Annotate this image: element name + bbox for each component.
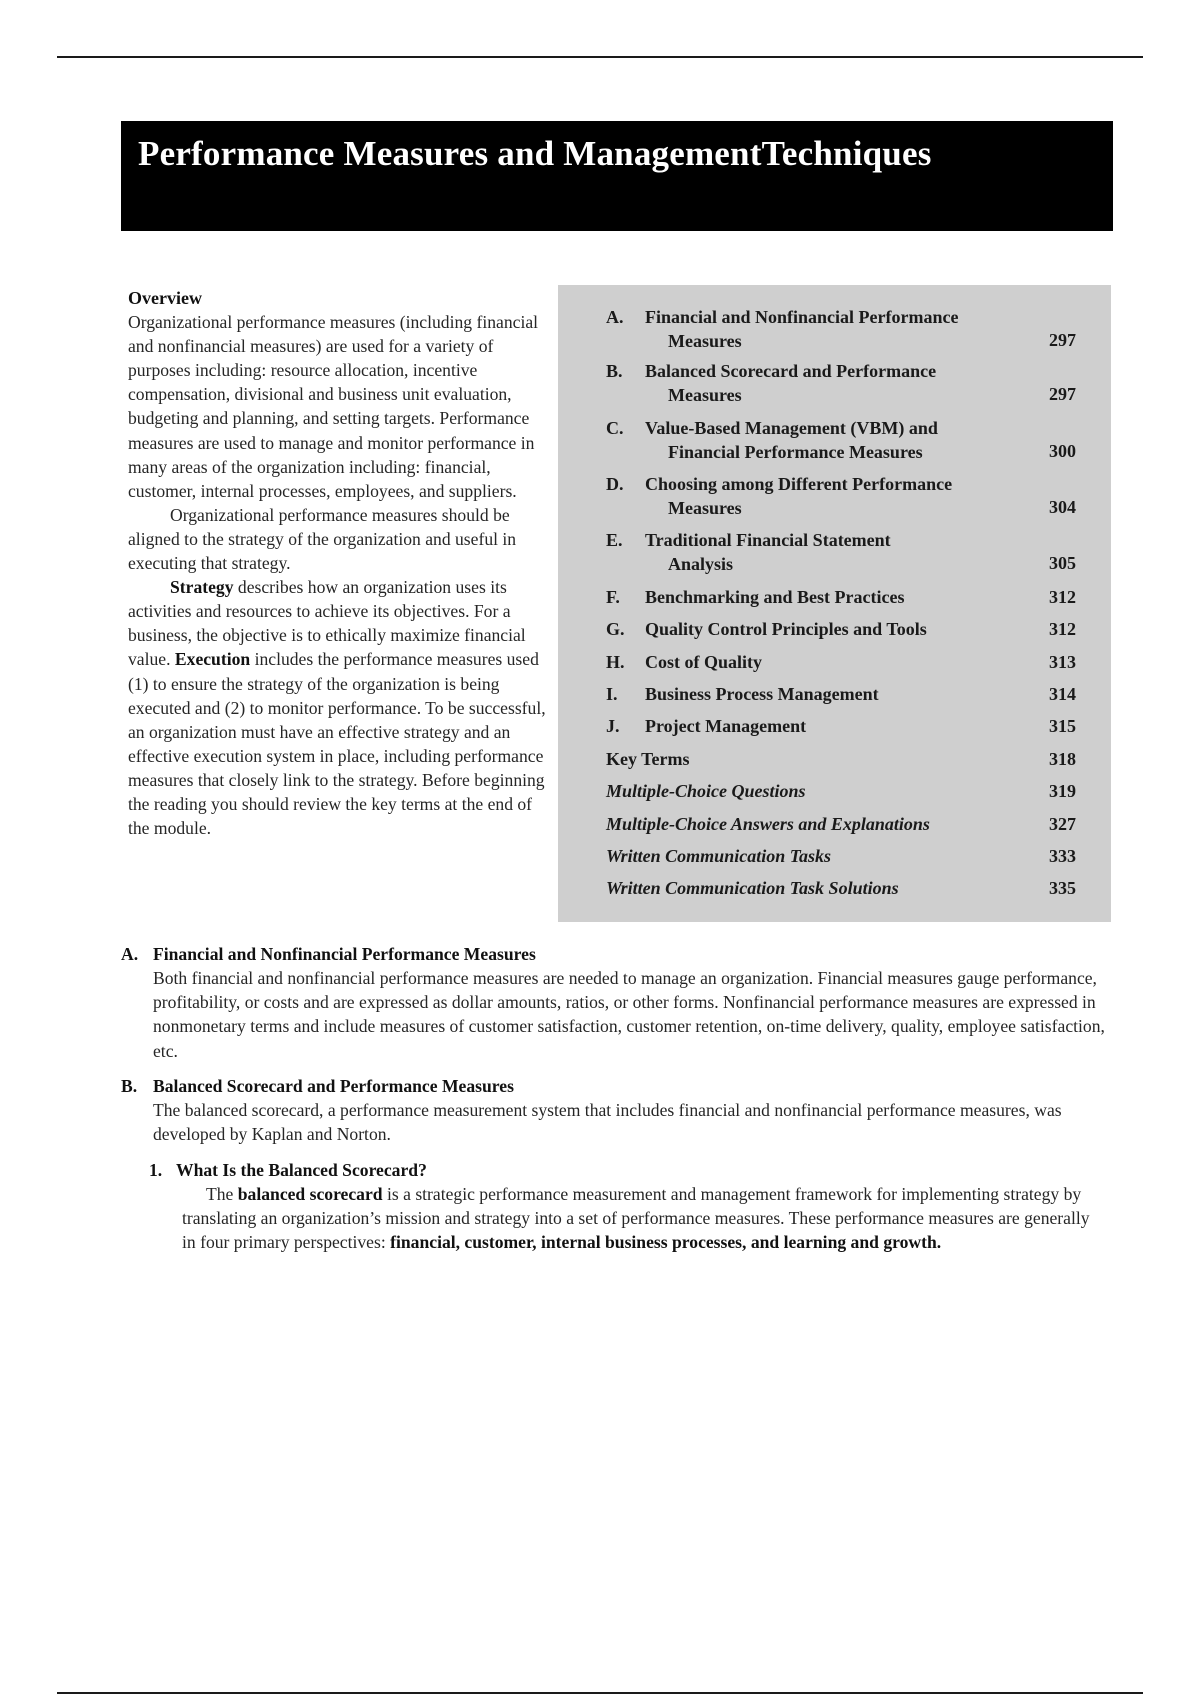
table-of-contents — [558, 285, 1111, 922]
section-body: The balanced scorecard, a performance measurement system that includes financial and nonfinancial performance measures, was developed by Kaplan and Norton. — [153, 1100, 1062, 1145]
toc-letter: J. — [606, 716, 620, 736]
overview-paragraph-1: Organizational performance measures (including financial and nonfinancial measures) are used for a variety of purposes including: resource allocation, incentive compensation, divisional and business unit evaluation, budgeting and planning, and setting targets. Performance measures are used to manage and monitor performance in many areas of the organization including: financial, customer, internal processes, employees, and suppliers. — [128, 312, 539, 501]
toc-letter: F. — [606, 587, 620, 607]
toc-label: Written Communication Task Solutions — [606, 878, 899, 898]
overview-column — [128, 286, 548, 840]
toc-label: Quality Control Principles and Tools — [645, 619, 927, 639]
toc-page: 304 — [1049, 497, 1076, 517]
toc-letter: E. — [606, 530, 623, 550]
toc-label: Written Communication Tasks — [606, 846, 832, 866]
overview-heading: Overview — [128, 288, 202, 308]
toc-page: 318 — [1049, 749, 1076, 769]
toc-page: 314 — [1049, 684, 1076, 704]
toc-letter: A. — [606, 307, 624, 327]
toc-label: Traditional Financial Statement Analysis — [645, 530, 891, 574]
toc-label: Financial and Nonfinancial Performance Measures — [645, 307, 959, 351]
section-body: Both financial and nonfinancial performance measures are needed to manage an organization. Financial measures gauge performance, profitability, or costs and are expressed as dollar amounts, ratios, or other forms. Nonfinancial performance measures are expressed in nonmonetary terms and include measures of customer satisfaction, customer retention, on-time delivery, quality, employee satisfaction, etc. — [153, 968, 1105, 1061]
toc-page: 315 — [1049, 716, 1076, 736]
execution-term: Execution — [174, 649, 251, 670]
overview-p3-text2: includes the performance measures used (1) to ensure the strategy of the organization is being executed and (2) to monitor performance. To be successful, an organization must have an effective strategy and an effective execution system in place, including performance measures that closely link to the strategy. Before beginning the reading you should review the key terms at the end of the module. — [128, 649, 546, 839]
toc-page: 335 — [1049, 878, 1076, 898]
top-rule — [57, 56, 1143, 58]
toc-letter: C. — [606, 418, 624, 438]
toc-label: Value-Based Management (VBM) and Financial Performance Measures — [645, 418, 938, 462]
toc-page: 327 — [1049, 814, 1076, 834]
toc-label: Benchmarking and Best Practices — [645, 587, 905, 607]
toc-letter: B. — [606, 361, 623, 381]
subsection-body: The balanced scorecard is a strategic performance measurement and management framework for implementing strategy by translating an organization’s mission and strategy into a set of performance measures. These performance measures are generally in four primary perspectives: financial, customer, internal business processes, and learning and growth. — [182, 1184, 1090, 1253]
section-title: Balanced Scorecard and Performance Measures — [153, 1076, 514, 1096]
overview-paragraph-2: Organizational performance measures should be aligned to the strategy of the organization and useful in executing that strategy. — [128, 504, 517, 574]
subsection-title: What Is the Balanced Scorecard? — [176, 1160, 427, 1180]
subsection-number: 1. — [149, 1160, 163, 1180]
toc-letter: D. — [606, 474, 624, 494]
section-letter: A. — [121, 944, 139, 964]
page-title: Performance Measures and ManagementTechniques — [138, 134, 932, 173]
strategy-term: Strategy — [170, 577, 234, 598]
section-letter: B. — [121, 1076, 138, 1096]
toc-label: Key Terms — [606, 749, 690, 769]
toc-page: 333 — [1049, 846, 1076, 866]
toc-label: Choosing among Different Performance Measures — [645, 474, 953, 518]
toc-label: Business Process Management — [645, 684, 879, 704]
balanced-scorecard-term: balanced scorecard — [237, 1184, 383, 1204]
toc-page: 297 — [1049, 384, 1076, 404]
toc-page: 312 — [1049, 619, 1076, 639]
toc-page: 313 — [1049, 652, 1076, 672]
section-title: Financial and Nonfinancial Performance Measures — [153, 944, 536, 964]
section-b — [121, 1074, 1121, 1146]
toc-page: 319 — [1049, 781, 1076, 801]
overview-paragraph-3 — [128, 575, 548, 840]
toc-letter: I. — [606, 684, 618, 704]
four-perspectives-term: financial, customer, internal business processes, and learning and growth. — [390, 1232, 942, 1253]
toc-letter: G. — [606, 619, 625, 639]
toc-label: Cost of Quality — [645, 652, 762, 672]
toc-page: 297 — [1049, 330, 1076, 350]
title-banner — [121, 121, 1113, 231]
toc-label: Balanced Scorecard and Performance Measures — [645, 361, 937, 405]
toc-label: Multiple-Choice Answers and Explanations — [606, 814, 930, 834]
bottom-rule — [57, 1692, 1143, 1694]
toc-label: Multiple-Choice Questions — [606, 781, 806, 801]
toc-page: 305 — [1049, 553, 1076, 573]
toc-letter: H. — [606, 652, 625, 672]
toc-page: 300 — [1049, 441, 1076, 461]
toc-label: Project Management — [645, 716, 807, 736]
toc-page: 312 — [1049, 587, 1076, 607]
overview-p3-text1: describes how an organization uses its activities and resources to achieve its objectives. For a business, the objective is to ethically maximize financial value. — [128, 577, 526, 670]
section-a — [121, 942, 1121, 1062]
